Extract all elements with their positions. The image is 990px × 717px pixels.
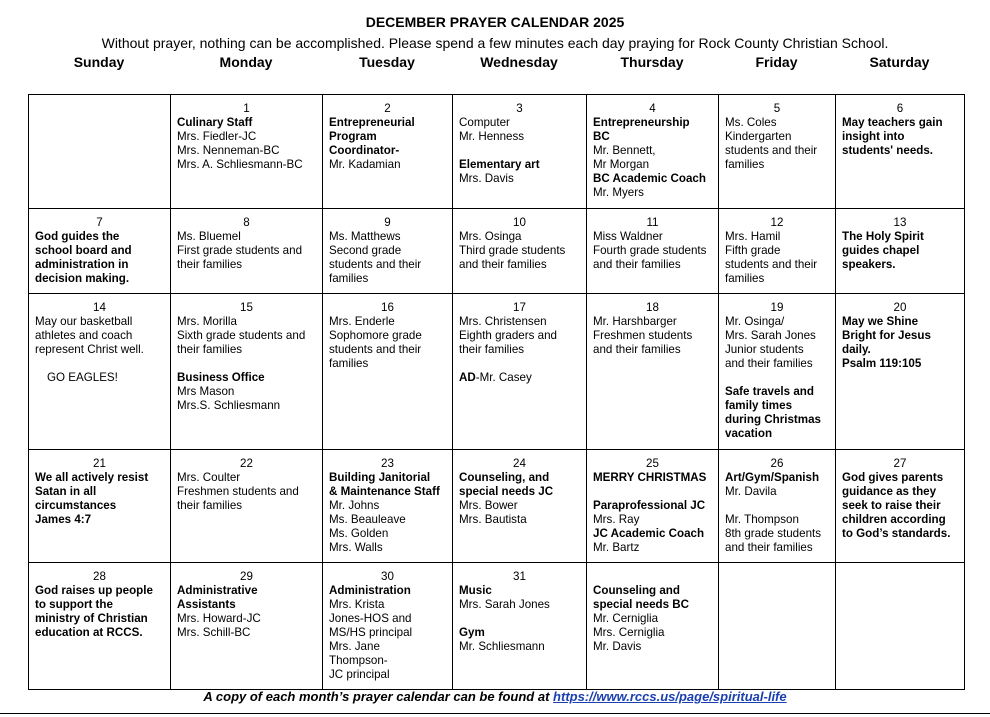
cell-text: and their families xyxy=(459,258,547,271)
cell-heading: children according xyxy=(842,513,946,526)
cell-text: Mrs. Davis xyxy=(459,172,514,185)
day-number: 10 xyxy=(513,216,526,229)
cell-heading: students' needs. xyxy=(842,144,934,157)
day-cell xyxy=(587,450,719,563)
cell-text: their families xyxy=(177,343,243,356)
day-cell xyxy=(719,450,836,563)
cell-text: Mrs. Walls xyxy=(329,541,383,554)
day-number: 8 xyxy=(243,216,250,229)
day-cell xyxy=(453,450,587,563)
cell-text: Ms. Beauleave xyxy=(329,513,406,526)
day-cell xyxy=(587,209,719,294)
empty-cell xyxy=(29,95,171,209)
cell-heading: May we Shine xyxy=(842,315,919,328)
empty-cell xyxy=(719,563,836,690)
cell-heading: Counseling and xyxy=(593,584,680,597)
cell-text: students and their xyxy=(725,144,818,157)
cell-text: Ms. Coles xyxy=(725,116,777,129)
cell-heading: guides chapel xyxy=(842,244,920,257)
cell-text: Mrs. Bower xyxy=(459,499,518,512)
cell-heading: Building Janitorial xyxy=(329,471,431,484)
week-row xyxy=(29,294,965,450)
day-number: 13 xyxy=(893,216,907,229)
day-number: 20 xyxy=(893,301,907,314)
cell-heading: Assistants xyxy=(177,598,236,611)
day-number: 7 xyxy=(96,216,103,229)
cell-text: Kindergarten xyxy=(725,130,792,143)
day-number: 5 xyxy=(773,102,781,115)
cell-text: Ms. Matthews xyxy=(329,230,401,243)
cell-text: Mrs. Bautista xyxy=(459,513,527,526)
day-number: 14 xyxy=(93,301,106,314)
cell-heading: BC xyxy=(593,130,610,143)
spiritual-life-link[interactable]: https://www.rccs.us/page/spiritual-life xyxy=(553,689,787,704)
cell-text: Mrs.S. Schliesmann xyxy=(177,399,281,412)
day-number: 15 xyxy=(240,301,253,314)
cell-heading: Entrepreneurship xyxy=(593,116,690,129)
day-number: 29 xyxy=(240,570,253,583)
cell-heading: special needs JC xyxy=(459,485,554,498)
day-header-sunday: Sunday xyxy=(73,54,125,70)
footer-note xyxy=(0,689,990,704)
day-number: 23 xyxy=(381,457,394,470)
cell-text: Mrs. Hamil xyxy=(725,230,781,243)
cell-text: Mr. Myers xyxy=(593,186,644,199)
cell-heading: God raises up people xyxy=(35,584,153,597)
cell-heading: Satan in all xyxy=(35,485,97,498)
cell-heading: Coordinator- xyxy=(329,144,400,157)
page-subtitle: Without prayer, nothing can be accomplished. Please spend a few minutes each day praying for Rock County Christian School. xyxy=(101,35,889,51)
cell-text: Mrs. Krista xyxy=(329,598,385,611)
day-number: 22 xyxy=(240,457,253,470)
cell-heading: special needs BC xyxy=(593,598,690,611)
cell-heading: Entrepreneurial xyxy=(329,116,415,129)
cell-heading: Bright for Jesus xyxy=(842,329,931,342)
cell-text: and their families xyxy=(593,258,681,271)
cell-heading: Safe travels and xyxy=(725,385,814,398)
day-cell xyxy=(29,563,171,690)
cell-heading: JC Academic Coach xyxy=(593,527,705,540)
cell-heading: daily. xyxy=(842,343,871,356)
day-number: 28 xyxy=(93,570,106,583)
day-number: 11 xyxy=(646,216,659,229)
day-cell xyxy=(323,209,453,294)
cell-heading: We all actively resist xyxy=(35,471,149,484)
cell-heading: Gym xyxy=(459,626,485,639)
day-cell xyxy=(323,95,453,209)
day-number: 19 xyxy=(770,301,784,314)
cell-heading: ministry of Christian xyxy=(35,612,148,625)
day-cell xyxy=(29,209,171,294)
cell-text: represent Christ well. xyxy=(35,343,144,356)
cell-heading: Administrative xyxy=(177,584,258,597)
bottom-rule xyxy=(0,713,990,714)
cell-heading: family times xyxy=(725,399,793,412)
cell-text: Mrs. Jane xyxy=(329,640,380,653)
cell-heading: God gives parents xyxy=(842,471,944,484)
day-header-friday: Friday xyxy=(755,54,798,70)
cell-text: Ms. Golden xyxy=(329,527,389,540)
day-cell xyxy=(171,95,323,209)
cell-text: JC principal xyxy=(329,668,390,681)
cell-text: Mr. Thompson xyxy=(725,513,799,526)
cell-text: Mr Morgan xyxy=(593,158,650,171)
cell-text: families xyxy=(329,272,369,285)
cell-text: Mr. Kadamian xyxy=(329,158,401,171)
empty-cell xyxy=(836,563,965,690)
cell-heading: during Christmas xyxy=(725,413,821,426)
day-cell xyxy=(29,294,171,450)
cell-text: Computer xyxy=(459,116,510,129)
week-row xyxy=(29,450,965,563)
day-number: 2 xyxy=(384,102,391,115)
cell-text: Mrs. Morilla xyxy=(177,315,237,328)
cell-text: Mr. Bennett, xyxy=(593,144,656,157)
cell-heading: to support the xyxy=(35,598,113,611)
cell-text: Mrs. Schill-BC xyxy=(177,626,251,639)
day-cell xyxy=(323,450,453,563)
day-cell xyxy=(323,294,453,450)
cell-heading: AD xyxy=(459,371,476,384)
day-cell xyxy=(587,95,719,209)
cell-heading: The Holy Spirit xyxy=(842,230,924,243)
day-number: 1 xyxy=(243,102,250,115)
day-number: 16 xyxy=(381,301,394,314)
cell-heading: education at RCCS. xyxy=(35,626,143,639)
cell-text: Mrs. Fiedler-JC xyxy=(177,130,257,143)
day-header-saturday: Saturday xyxy=(869,54,930,70)
cell-heading: Counseling, and xyxy=(459,471,550,484)
cell-heading: Program xyxy=(329,130,377,143)
day-cell xyxy=(171,450,323,563)
day-number: 6 xyxy=(896,102,904,115)
cell-heading: BC Academic Coach xyxy=(593,172,706,185)
cell-text: athletes and coach xyxy=(35,329,133,342)
day-number: 21 xyxy=(93,457,106,470)
cell-text: Mrs. Osinga xyxy=(459,230,522,243)
cell-text: Mr. Schliesmann xyxy=(459,640,545,653)
cell-text: Mr. Harshbarger xyxy=(593,315,677,328)
cell-heading: guidance as they xyxy=(842,485,937,498)
cell-text: their families xyxy=(177,258,243,271)
day-cell xyxy=(836,294,965,450)
week-row xyxy=(29,563,965,690)
cell-text xyxy=(459,371,580,385)
cell-heading: Administration xyxy=(329,584,411,597)
day-cell xyxy=(453,563,587,690)
cell-heading: administration in xyxy=(35,258,129,271)
cell-text: May our basketball xyxy=(35,315,133,328)
cell-text: families xyxy=(725,158,765,171)
day-number: 30 xyxy=(381,570,394,583)
day-number: 27 xyxy=(893,457,907,470)
cell-text: their families xyxy=(459,343,525,356)
cell-heading: May teachers gain xyxy=(842,116,943,129)
cell-text: students and their xyxy=(329,258,422,271)
cell-text: and their families xyxy=(725,541,813,554)
cell-text: Mr. Davila xyxy=(725,485,777,498)
cell-text: Jones-HOS and xyxy=(329,612,412,625)
day-cell xyxy=(836,95,965,209)
extra-cell xyxy=(587,563,719,690)
cell-text: students and their xyxy=(329,343,422,356)
day-cell xyxy=(323,563,453,690)
day-number: 24 xyxy=(513,457,526,470)
day-header-monday: Monday xyxy=(219,54,273,70)
page-title: DECEMBER PRAYER CALENDAR 2025 xyxy=(365,14,625,30)
day-number: 3 xyxy=(516,102,523,115)
day-cell xyxy=(171,209,323,294)
cell-text: Sophomore grade xyxy=(329,329,422,342)
day-number: 9 xyxy=(384,216,391,229)
cell-text: First grade students and xyxy=(177,244,303,257)
cell-text: Mrs. Coulter xyxy=(177,471,241,484)
cell-text: Mr. Osinga/ xyxy=(725,315,785,328)
day-cell xyxy=(836,450,965,563)
day-cell xyxy=(453,209,587,294)
day-cell xyxy=(719,294,836,450)
day-number: 4 xyxy=(649,102,656,115)
week-row xyxy=(29,95,965,209)
day-cell xyxy=(587,294,719,450)
cell-text: students and their xyxy=(725,258,818,271)
cell-heading: Psalm 119:105 xyxy=(842,357,922,370)
cell-text: Ms. Bluemel xyxy=(177,230,241,243)
cell-text: Mrs Mason xyxy=(177,385,235,398)
cell-text: Mr. Henness xyxy=(459,130,525,143)
day-header-thursday: Thursday xyxy=(620,54,684,70)
cell-text: Second grade xyxy=(329,244,402,257)
day-number: 26 xyxy=(770,457,784,470)
cell-text: 8th grade students xyxy=(725,527,822,540)
cell-heading: James 4:7 xyxy=(35,513,92,526)
cell-text: their families xyxy=(177,499,243,512)
cell-text: Mrs. Nenneman-BC xyxy=(177,144,280,157)
cell-text: Third grade students xyxy=(459,244,566,257)
cell-text: Mrs. Cerniglia xyxy=(593,626,665,639)
cell-text: Mr. Bartz xyxy=(593,541,640,554)
cell-text: Mrs. Enderle xyxy=(329,315,395,328)
cell-text: families xyxy=(725,272,765,285)
cell-text: -Mr. Casey xyxy=(475,371,532,384)
day-cell xyxy=(719,95,836,209)
cell-heading: circumstances xyxy=(35,499,117,512)
day-number: 31 xyxy=(513,570,526,583)
cell-heading: vacation xyxy=(725,427,773,440)
day-number: 18 xyxy=(646,301,659,314)
cell-heading: Art/Gym/Spanish xyxy=(725,471,820,484)
day-number: 12 xyxy=(770,216,784,229)
cell-text: Fourth grade students xyxy=(593,244,707,257)
day-cell xyxy=(171,563,323,690)
cell-heading: speakers. xyxy=(842,258,896,271)
calendar-grid xyxy=(28,94,965,690)
cell-text: Mrs. Christensen xyxy=(459,315,547,328)
cell-text: GO EAGLES! xyxy=(47,371,118,384)
cell-text: Sixth grade students and xyxy=(177,329,306,342)
cell-text: Mrs. Howard-JC xyxy=(177,612,261,625)
day-number: 25 xyxy=(646,457,659,470)
cell-text: Mrs. Sarah Jones xyxy=(725,329,816,342)
cell-text: Junior students xyxy=(725,343,804,356)
cell-heading: Music xyxy=(459,584,492,597)
cell-heading: to God’s standards. xyxy=(842,527,951,540)
day-header-wednesday: Wednesday xyxy=(480,54,558,70)
day-cell xyxy=(453,294,587,450)
cell-heading: decision making. xyxy=(35,272,130,285)
cell-text: families xyxy=(329,357,369,370)
cell-text: Mr. Cerniglia xyxy=(593,612,659,625)
cell-text: and their families xyxy=(593,343,681,356)
cell-heading: school board and xyxy=(35,244,132,257)
cell-text: Freshmen students xyxy=(593,329,693,342)
cell-text: Eighth graders and xyxy=(459,329,557,342)
week-row xyxy=(29,209,965,294)
cell-text: and their families xyxy=(725,357,813,370)
day-cell xyxy=(29,450,171,563)
cell-text: Thompson- xyxy=(329,654,388,667)
cell-text: Mr. Davis xyxy=(593,640,642,653)
cell-text: Mrs. Sarah Jones xyxy=(459,598,550,611)
cell-heading: Paraprofessional JC xyxy=(593,499,706,512)
cell-heading: seek to raise their xyxy=(842,499,941,512)
day-cell xyxy=(719,209,836,294)
cell-text: Miss Waldner xyxy=(593,230,663,243)
day-header-tuesday: Tuesday xyxy=(359,54,415,70)
day-cell xyxy=(836,209,965,294)
cell-heading: insight into xyxy=(842,130,905,143)
cell-text: Mrs. A. Schliesmann-BC xyxy=(177,158,303,171)
cell-heading: MERRY CHRISTMAS xyxy=(593,471,707,484)
cell-heading: God guides the xyxy=(35,230,120,243)
cell-text: Mrs. Ray xyxy=(593,513,640,526)
cell-text: MS/HS principal xyxy=(329,626,413,639)
cell-heading: Elementary art xyxy=(459,158,540,171)
cell-heading: Business Office xyxy=(177,371,265,384)
footer-text: A copy of each month’s prayer calendar can be found at xyxy=(203,689,554,704)
cell-text: Fifth grade xyxy=(725,244,781,257)
day-cell xyxy=(171,294,323,450)
cell-heading: Culinary Staff xyxy=(177,116,253,129)
day-cell xyxy=(453,95,587,209)
cell-text: Freshmen students and xyxy=(177,485,299,498)
cell-text: Mr. Johns xyxy=(329,499,380,512)
cell-heading: & Maintenance Staff xyxy=(329,485,440,498)
day-number: 17 xyxy=(513,301,526,314)
